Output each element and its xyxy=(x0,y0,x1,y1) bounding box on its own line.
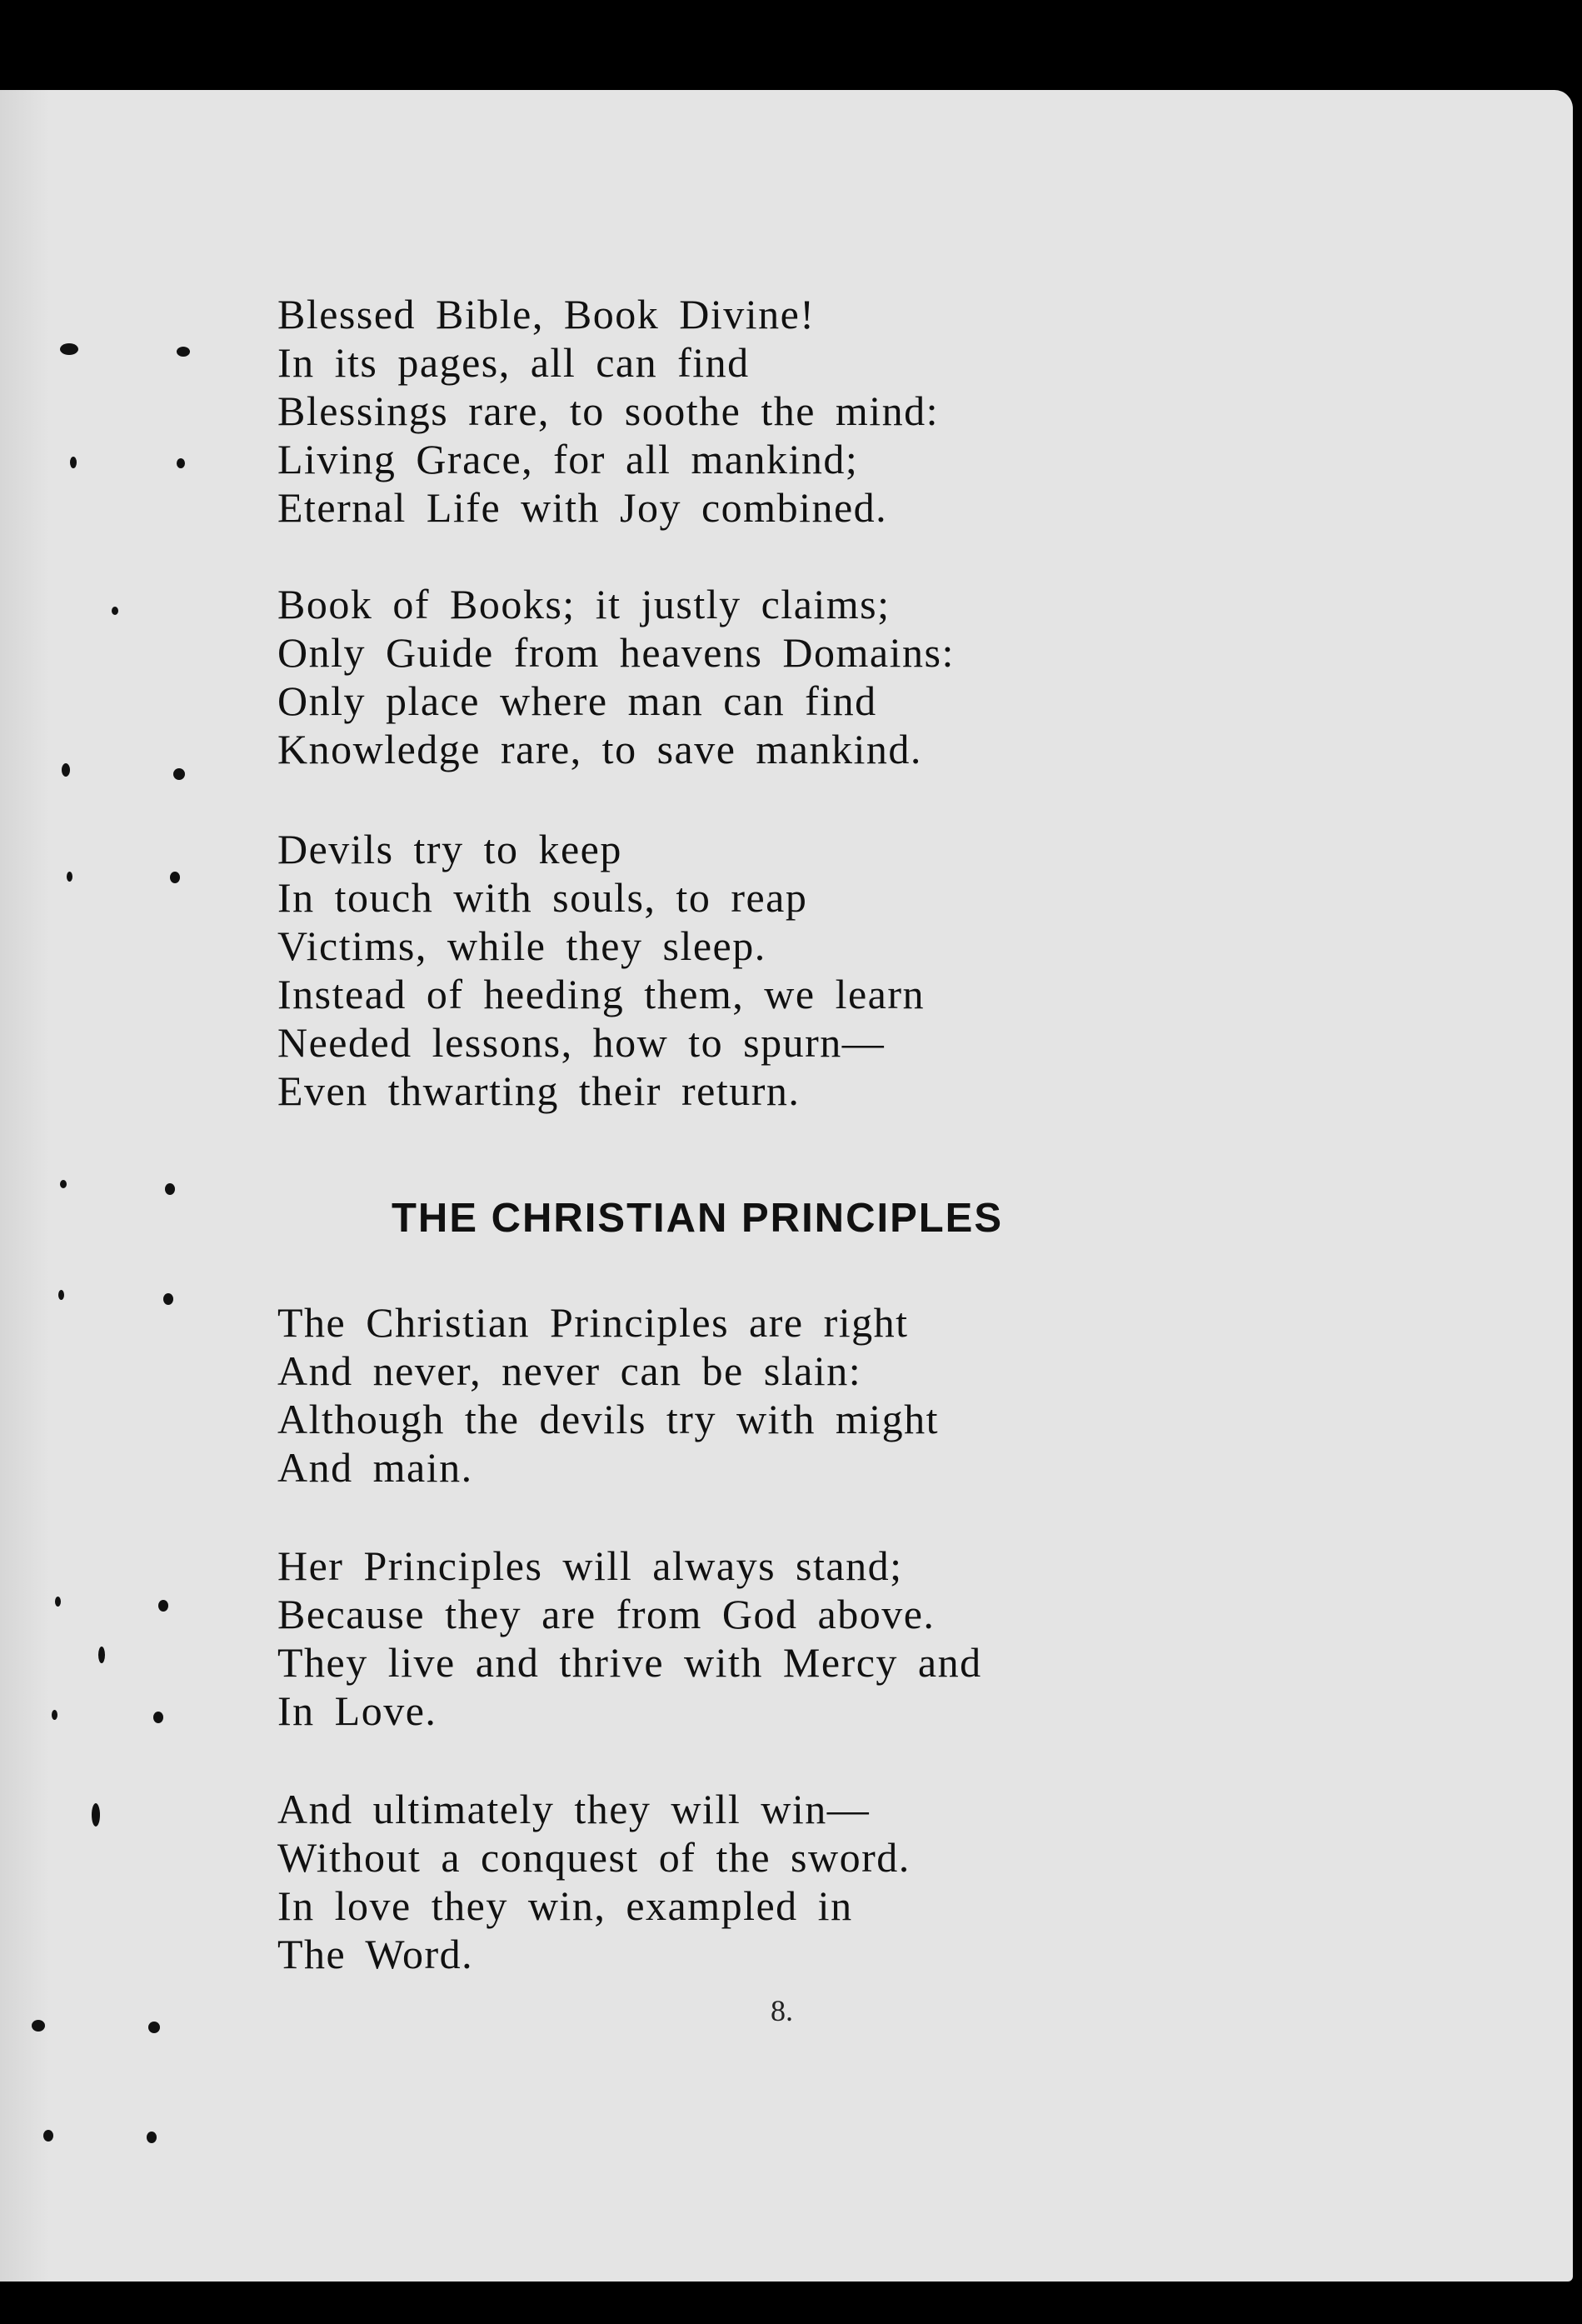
poem-line: Because they are from God above. xyxy=(277,1591,936,1637)
poem-line: Her Principles will always stand; xyxy=(277,1542,903,1589)
poem-line: Knowledge rare, to save mankind. xyxy=(277,726,922,772)
binding-hole xyxy=(70,457,77,468)
poem-line: And never, never can be slain: xyxy=(277,1347,862,1394)
poem-line: Needed lessons, how to spurn— xyxy=(277,1019,886,1066)
binding-hole xyxy=(60,1180,67,1188)
poem-line: Although the devils try with might xyxy=(277,1396,940,1442)
poem-line: Only place where man can find xyxy=(277,677,877,724)
binding-hole xyxy=(177,347,190,357)
poem-stanza-2 xyxy=(277,580,955,773)
poem-line: Without a conquest of the sword. xyxy=(277,1834,911,1881)
poem-line: Living Grace, for all mankind; xyxy=(277,436,859,482)
binding-hole xyxy=(153,1712,163,1723)
binding-hole xyxy=(165,1183,175,1195)
poem-line: The Christian Principles are right xyxy=(277,1299,909,1346)
section-stanza-2 xyxy=(277,1542,982,1735)
poem-line: They live and thrive with Mercy and xyxy=(277,1639,982,1686)
poem-line: Blessings rare, to soothe the mind: xyxy=(277,387,940,434)
binding-hole xyxy=(58,1290,64,1300)
section-title: THE CHRISTIAN PRINCIPLES xyxy=(392,1196,1004,1241)
section-stanza-1 xyxy=(277,1298,939,1492)
poem-line: Even thwarting their return. xyxy=(277,1067,801,1114)
binding-hole xyxy=(163,1293,173,1305)
binding-hole xyxy=(170,872,180,883)
page-number: 8. xyxy=(771,1994,793,2027)
poem-line: In Love. xyxy=(277,1687,437,1734)
binding-hole xyxy=(173,768,185,780)
poem-stanza-3 xyxy=(277,825,925,1115)
binding-hole xyxy=(98,1647,105,1663)
poem-line: Only Guide from heavens Domains: xyxy=(277,629,955,676)
binding-hole xyxy=(60,343,78,355)
poem-line: Eternal Life with Joy combined. xyxy=(277,484,888,531)
page-gutter-shade xyxy=(0,90,50,2282)
binding-hole xyxy=(112,607,118,615)
poem-line: Book of Books; it justly claims; xyxy=(277,581,891,627)
poem-line: And main. xyxy=(277,1444,473,1491)
poem-line: In love they win, exampled in xyxy=(277,1882,853,1929)
poem-line: Blessed Bible, Book Divine! xyxy=(277,291,816,337)
binding-hole xyxy=(55,1597,61,1607)
poem-line: Victims, while they sleep. xyxy=(277,922,766,969)
poem-line: In touch with souls, to reap xyxy=(277,874,808,921)
poem-line: The Word. xyxy=(277,1931,474,1977)
binding-hole xyxy=(43,2130,53,2142)
binding-hole xyxy=(67,872,72,882)
binding-hole xyxy=(62,763,70,777)
binding-hole xyxy=(52,1710,57,1720)
binding-hole xyxy=(148,2022,160,2033)
binding-hole xyxy=(158,1600,168,1612)
poem-line: In its pages, all can find xyxy=(277,339,750,386)
binding-hole xyxy=(92,1803,100,1827)
poem-stanza-1 xyxy=(277,290,939,532)
poem-line: Devils try to keep xyxy=(277,826,622,872)
binding-hole xyxy=(32,2020,45,2032)
poem-line: Instead of heeding them, we learn xyxy=(277,971,926,1017)
section-stanza-3 xyxy=(277,1785,911,1978)
poem-line: And ultimately they will win— xyxy=(277,1786,871,1832)
binding-hole xyxy=(147,2132,157,2143)
binding-hole xyxy=(177,458,185,468)
